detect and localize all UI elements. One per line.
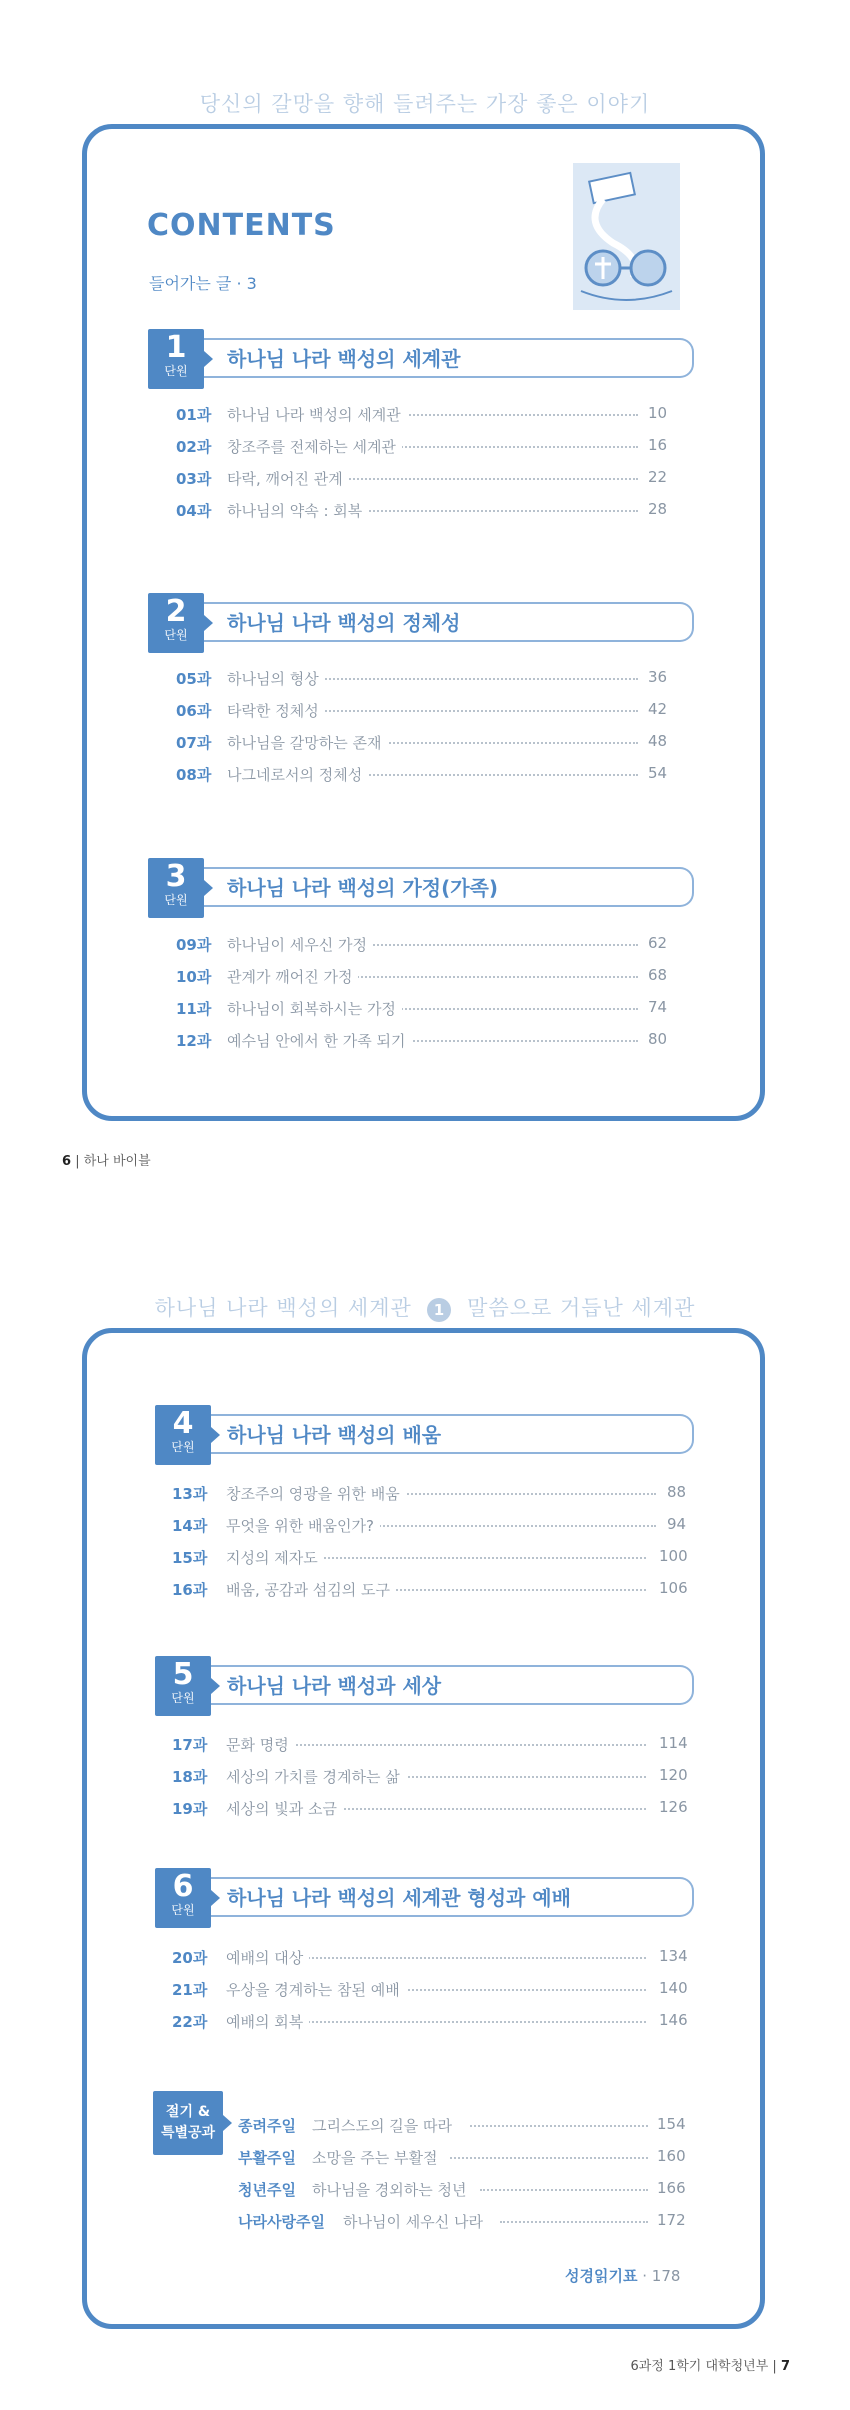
toc-entry[interactable]: 18과 세상의 가치를 경계하는 삶 120 <box>172 1766 688 1786</box>
toc-entry[interactable]: 09과 하나님이 세우신 가정 62 <box>176 934 668 954</box>
toc-entry[interactable]: 22과 예배의 회복 146 <box>172 2011 688 2031</box>
toc-entry[interactable]: 20과 예배의 대상 134 <box>172 1947 688 1967</box>
toc-entry[interactable]: 02과 창조주를 전제하는 세계관 16 <box>176 436 668 456</box>
unit-title: 하나님 나라 백성의 배움 <box>227 1423 442 1447</box>
toc-entry[interactable]: 07과 하나님을 갈망하는 존재 48 <box>176 732 668 752</box>
unit-badge: 2 단원 <box>148 593 204 653</box>
page-footer: 6 | 하나 바이블 <box>62 1154 151 1169</box>
toc-entry[interactable]: 15과 지성의 제자도 100 <box>172 1547 688 1567</box>
toc-entry[interactable]: 12과 예수님 안에서 한 가족 되기 80 <box>176 1030 668 1050</box>
intro-entry[interactable]: 들어가는 글 · 3 <box>149 274 257 293</box>
bible-illustration <box>573 163 680 310</box>
unit-title: 하나님 나라 백성의 가정(가족) <box>227 876 499 900</box>
special-lessons-badge: 절기 & 특별공과 <box>153 2091 223 2155</box>
toc-entry[interactable]: 21과 우상을 경계하는 참된 예배 140 <box>172 1979 688 1999</box>
toc-entry[interactable]: 03과 타락, 깨어진 관계 22 <box>176 468 668 488</box>
toc-entry[interactable]: 08과 나그네로서의 정체성 54 <box>176 764 668 784</box>
toc-entry[interactable]: 16과 배움, 공감과 섬김의 도구 106 <box>172 1579 688 1599</box>
unit-title: 하나님 나라 백성의 세계관 <box>227 347 461 371</box>
unit-badge: 5 단원 <box>155 1656 211 1716</box>
special-entry[interactable]: 종려주일 그리스도의 길을 따라 154 <box>238 2115 686 2135</box>
page-footer: 6과정 1학기 대학청년부 | 7 <box>630 2359 790 2374</box>
toc-entry[interactable]: 10과 관계가 깨어진 가정 68 <box>176 966 668 986</box>
toc-entry[interactable]: 13과 창조주의 영광을 위한 배움 88 <box>172 1483 687 1503</box>
toc-entry[interactable]: 01과 하나님 나라 백성의 세계관 10 <box>176 404 668 424</box>
unit-title: 하나님 나라 백성과 세상 <box>227 1674 442 1698</box>
toc-entry[interactable]: 05과 하나님의 형상 36 <box>176 668 668 688</box>
toc-entry[interactable]: 17과 문화 명령 114 <box>172 1734 688 1754</box>
unit-badge: 3 단원 <box>148 858 204 918</box>
chapter-number-badge: 1 <box>427 1298 451 1322</box>
unit-badge: 4 단원 <box>155 1405 211 1465</box>
unit-badge: 1 단원 <box>148 329 204 389</box>
toc-entry[interactable]: 19과 세상의 빛과 소금 126 <box>172 1798 688 1818</box>
page-header: 당신의 갈망을 향해 들려주는 가장 좋은 이야기 <box>199 92 651 116</box>
toc-entry[interactable]: 04과 하나님의 약속 : 회복 28 <box>176 500 668 520</box>
contents-title: CONTENTS <box>147 208 336 243</box>
special-entry[interactable]: 부활주일 소망을 주는 부활절 160 <box>238 2147 686 2167</box>
toc-entry[interactable]: 06과 타락한 정체성 42 <box>176 700 668 720</box>
page-header: 하나님 나라 백성의 세계관 1 말씀으로 거듭난 세계관 <box>154 1296 696 1320</box>
unit-badge: 6 단원 <box>155 1868 211 1928</box>
special-entry[interactable]: 청년주일 하나님을 경외하는 청년 166 <box>238 2179 686 2199</box>
special-entry[interactable]: 나라사랑주일 하나님이 세우신 나라 172 <box>238 2211 686 2231</box>
toc-entry[interactable]: 11과 하나님이 회복하시는 가정 74 <box>176 998 668 1018</box>
toc-entry[interactable]: 14과 무엇을 위한 배움인가? 94 <box>172 1515 687 1535</box>
appendix-entry[interactable]: 성경읽기표 · 178 <box>565 2267 681 2285</box>
unit-title: 하나님 나라 백성의 세계관 형성과 예배 <box>227 1886 571 1910</box>
unit-title: 하나님 나라 백성의 정체성 <box>227 611 461 635</box>
